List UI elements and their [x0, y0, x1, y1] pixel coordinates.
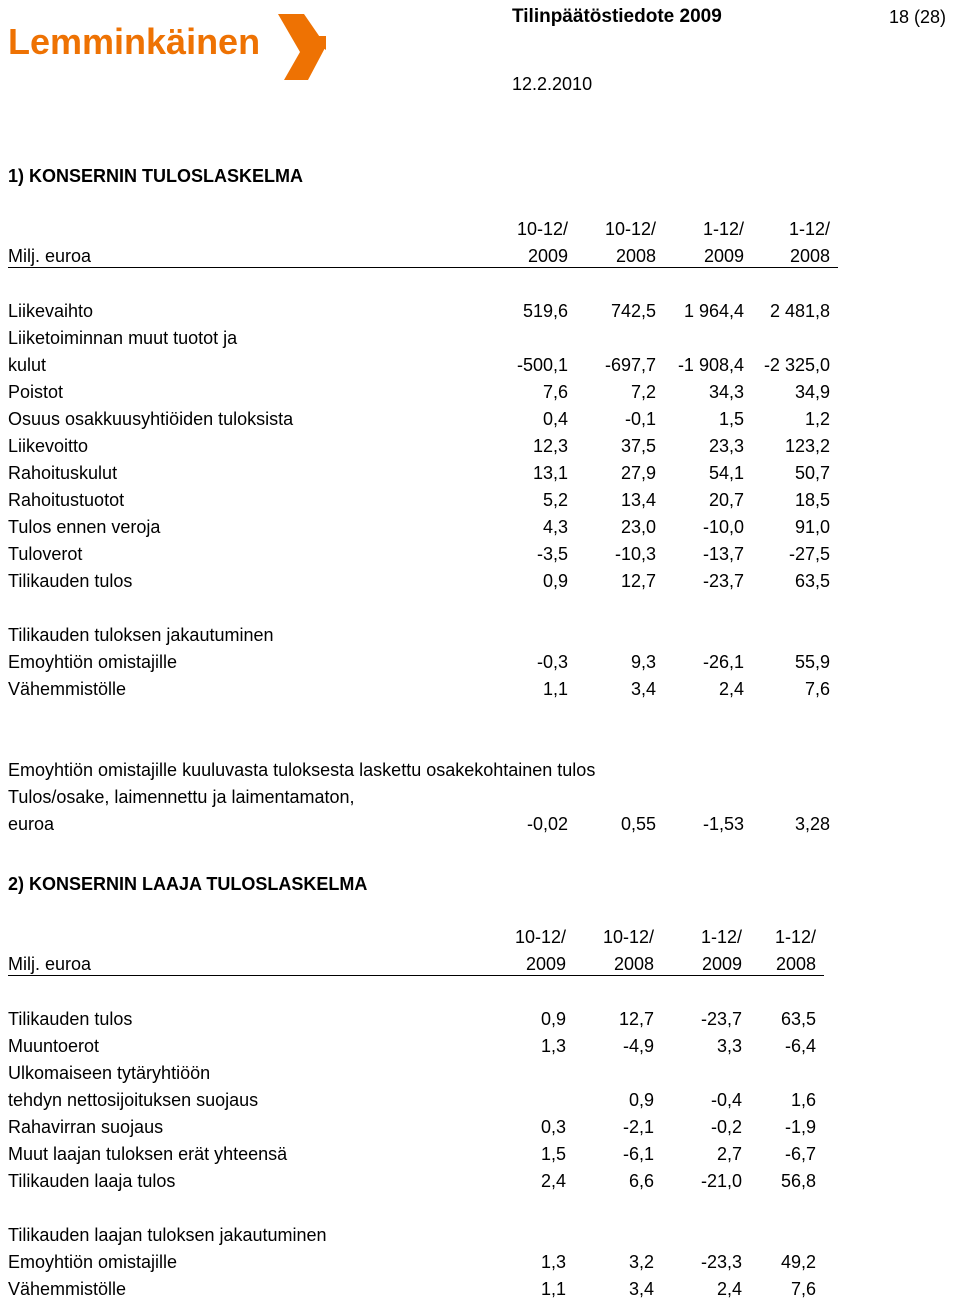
- cell-value: 10-12/: [514, 927, 566, 947]
- cell-value: 0,9: [542, 571, 568, 591]
- cell-value: 6,6: [628, 1171, 654, 1191]
- cell-value: 7,2: [630, 382, 656, 402]
- cell-value: 0,4: [542, 409, 568, 429]
- cell-value: -10,3: [614, 544, 656, 564]
- header-underline: [8, 267, 838, 268]
- cell-value: 23,3: [708, 436, 744, 456]
- table-row: [8, 514, 838, 541]
- table-row: [8, 325, 838, 352]
- table-row: [8, 622, 838, 649]
- cell-value: 12,7: [618, 1009, 654, 1029]
- cell-value: -0,02: [526, 814, 568, 834]
- cell-value: -0,4: [710, 1090, 742, 1110]
- cell-value: 1 964,4: [683, 301, 744, 321]
- table-row: [8, 1087, 824, 1114]
- cell-value: -23,7: [702, 571, 744, 591]
- row-label: kulut: [8, 355, 47, 375]
- section-title-income-statement: 1) KONSERNIN TULOSLASKELMA: [8, 166, 304, 186]
- table-row: [8, 379, 838, 406]
- table-row: [8, 1141, 824, 1168]
- row-label: Emoyhtiön omistajille: [8, 1252, 178, 1272]
- row-label: Emoyhtiön omistajille kuuluvasta tuloksesta laskettu osakekohtainen tulos: [8, 760, 596, 780]
- eps-label: [8, 784, 838, 811]
- table-row: [8, 1222, 824, 1249]
- cell-value: 13,4: [620, 490, 656, 510]
- cell-value: -6,1: [622, 1144, 654, 1164]
- cell-value: 10-12/: [604, 219, 656, 239]
- cell-value: 55,9: [794, 652, 830, 672]
- cell-value: 1-12/: [774, 927, 816, 947]
- header-underline: [8, 975, 824, 976]
- eps-row: [8, 811, 838, 838]
- cell-value: -26,1: [702, 652, 744, 672]
- cell-value: 519,6: [522, 301, 568, 321]
- cell-value: 7,6: [804, 679, 830, 699]
- row-label: Tilikauden laaja tulos: [8, 1171, 176, 1191]
- row-label: Emoyhtiön omistajille: [8, 652, 178, 672]
- document-title: Tilinpäätöstiedote 2009: [512, 6, 722, 27]
- cell-value: 18,5: [794, 490, 830, 510]
- cell-value: 2,7: [716, 1144, 742, 1164]
- cell-value: 13,1: [532, 463, 568, 483]
- cell-value: 49,2: [780, 1252, 816, 1272]
- cell-value: 3,28: [794, 814, 830, 834]
- cell-value: 1-12/: [702, 219, 744, 239]
- row-label: Liikevaihto: [8, 301, 94, 321]
- cell-value: 2009: [703, 246, 744, 266]
- cell-value: 1,3: [540, 1036, 566, 1056]
- cell-value: -23,7: [700, 1009, 742, 1029]
- income-statement-table: [8, 216, 838, 836]
- cell-value: 5,2: [542, 490, 568, 510]
- cell-value: 63,5: [794, 571, 830, 591]
- table-row: [8, 406, 838, 433]
- cell-value: 54,1: [708, 463, 744, 483]
- cell-value: 2009: [525, 954, 566, 974]
- row-label: Muut laajan tuloksen erät yhteensä: [8, 1144, 288, 1164]
- table-row: [8, 1276, 824, 1303]
- logo-wordmark: Lemminkäinen: [8, 21, 261, 62]
- cell-value: 1,2: [804, 409, 830, 429]
- row-label: Tulos/osake, laimennettu ja laimentamaton,: [8, 787, 355, 807]
- cell-value: 2008: [615, 246, 656, 266]
- row-label: Tulos ennen veroja: [8, 517, 161, 537]
- cell-value: 12,3: [532, 436, 568, 456]
- cell-value: -1,9: [784, 1117, 816, 1137]
- table-row: [8, 1249, 824, 1276]
- eps-heading: [8, 757, 838, 784]
- row-label: Vähemmistölle: [8, 1279, 127, 1299]
- cell-value: -27,5: [788, 544, 830, 564]
- row-label: Rahoitustuotot: [8, 490, 125, 510]
- table-row: [8, 1033, 824, 1060]
- cell-value: 0,9: [540, 1009, 566, 1029]
- cell-value: 50,7: [794, 463, 830, 483]
- cell-value: -0,3: [536, 652, 568, 672]
- cell-value: -13,7: [702, 544, 744, 564]
- cell-value: -500,1: [516, 355, 568, 375]
- cell-value: 2009: [701, 954, 742, 974]
- column-header-year: [8, 951, 824, 978]
- cell-value: 1,5: [540, 1144, 566, 1164]
- cell-value: 1-12/: [700, 927, 742, 947]
- section-title-comprehensive-income: 2) KONSERNIN LAAJA TULOSLASKELMA: [8, 874, 368, 894]
- table-row: [8, 1168, 824, 1195]
- row-label: Tilikauden tuloksen jakautuminen: [8, 625, 274, 645]
- cell-value: 0,9: [628, 1090, 654, 1110]
- row-label: Ulkomaiseen tytäryhtiöön: [8, 1063, 211, 1083]
- table-row: [8, 433, 838, 460]
- cell-value: 1-12/: [788, 219, 830, 239]
- cell-value: 10-12/: [516, 219, 568, 239]
- cell-value: 0,3: [540, 1117, 566, 1137]
- row-label: Tuloverot: [8, 544, 83, 564]
- row-label: Poistot: [8, 382, 64, 402]
- company-logo: [8, 6, 328, 86]
- cell-value: -0,2: [710, 1117, 742, 1137]
- row-label: Osuus osakkuusyhtiöiden tuloksista: [8, 409, 294, 429]
- cell-value: 91,0: [794, 517, 830, 537]
- cell-value: -4,9: [622, 1036, 654, 1056]
- table-row: [8, 541, 838, 568]
- row-label: Milj. euroa: [8, 246, 92, 266]
- table-row: [8, 1006, 824, 1033]
- cell-value: -0,1: [624, 409, 656, 429]
- cell-value: 56,8: [780, 1171, 816, 1191]
- cell-value: 20,7: [708, 490, 744, 510]
- table-row: [8, 460, 838, 487]
- row-label: Liikevoitto: [8, 436, 89, 456]
- cell-value: 2008: [775, 954, 816, 974]
- table-row: [8, 298, 838, 325]
- cell-value: -1 908,4: [677, 355, 744, 375]
- row-label: Milj. euroa: [8, 954, 92, 974]
- cell-value: 3,2: [628, 1252, 654, 1272]
- cell-value: 1,6: [790, 1090, 816, 1110]
- cell-value: 12,7: [620, 571, 656, 591]
- table-row: [8, 568, 838, 595]
- cell-value: 63,5: [780, 1009, 816, 1029]
- row-label: Vähemmistölle: [8, 679, 127, 699]
- cell-value: 1,5: [718, 409, 744, 429]
- cell-value: -697,7: [604, 355, 656, 375]
- table-row: [8, 352, 838, 379]
- row-label: Muuntoerot: [8, 1036, 100, 1056]
- cell-value: -10,0: [702, 517, 744, 537]
- row-label: Rahoituskulut: [8, 463, 118, 483]
- cell-value: -1,53: [702, 814, 744, 834]
- cell-value: -2,1: [622, 1117, 654, 1137]
- cell-value: 3,4: [628, 1279, 654, 1299]
- cell-value: 2,4: [718, 679, 744, 699]
- cell-value: 7,6: [542, 382, 568, 402]
- row-label: tehdyn nettosijoituksen suojaus: [8, 1090, 259, 1110]
- cell-value: -2 325,0: [763, 355, 830, 375]
- cell-value: 7,6: [790, 1279, 816, 1299]
- cell-value: -21,0: [700, 1171, 742, 1191]
- cell-value: 34,3: [708, 382, 744, 402]
- table-row: [8, 1060, 824, 1087]
- cell-value: 27,9: [620, 463, 656, 483]
- cell-value: 3,4: [630, 679, 656, 699]
- column-header-year: [8, 243, 838, 270]
- cell-value: 2008: [789, 246, 830, 266]
- table-row: [8, 1195, 824, 1222]
- cell-value: -3,5: [536, 544, 568, 564]
- cell-value: 37,5: [620, 436, 656, 456]
- table-row: [8, 676, 838, 703]
- table-row: [8, 487, 838, 514]
- row-label: Liiketoiminnan muut tuotot ja: [8, 328, 238, 348]
- row-label: Rahavirran suojaus: [8, 1117, 164, 1137]
- cell-value: 1,1: [540, 1279, 566, 1299]
- row-label: Tilikauden tulos: [8, 1009, 133, 1029]
- cell-value: 2 481,8: [769, 301, 830, 321]
- column-header-period: [8, 924, 824, 951]
- cell-value: 2008: [613, 954, 654, 974]
- cell-value: -23,3: [700, 1252, 742, 1272]
- cell-value: -6,7: [784, 1144, 816, 1164]
- cell-value: 2,4: [540, 1171, 566, 1191]
- document-date: 12.2.2010: [512, 74, 593, 94]
- cell-value: -6,4: [784, 1036, 816, 1056]
- cell-value: 0,55: [620, 814, 656, 834]
- cell-value: 123,2: [784, 436, 830, 456]
- cell-value: 34,9: [794, 382, 830, 402]
- cell-value: 2009: [527, 246, 568, 266]
- cell-value: 23,0: [620, 517, 656, 537]
- table-row: [8, 595, 838, 622]
- cell-value: 4,3: [542, 517, 568, 537]
- logo-mark: [278, 14, 326, 80]
- cell-value: 9,3: [630, 652, 656, 672]
- cell-value: 10-12/: [602, 927, 654, 947]
- table-row: [8, 1114, 824, 1141]
- cell-value: 1,3: [540, 1252, 566, 1272]
- row-label: Tilikauden tulos: [8, 571, 133, 591]
- column-header-period: [8, 216, 838, 243]
- table-row: [8, 649, 838, 676]
- cell-value: 742,5: [610, 301, 656, 321]
- cell-value: 1,1: [542, 679, 568, 699]
- row-label: euroa: [8, 814, 55, 834]
- row-label: Tilikauden laajan tuloksen jakautuminen: [8, 1225, 327, 1245]
- cell-value: 2,4: [716, 1279, 742, 1299]
- page-number: 18 (28): [888, 7, 946, 27]
- cell-value: 3,3: [716, 1036, 742, 1056]
- comprehensive-income-table: [8, 924, 824, 1300]
